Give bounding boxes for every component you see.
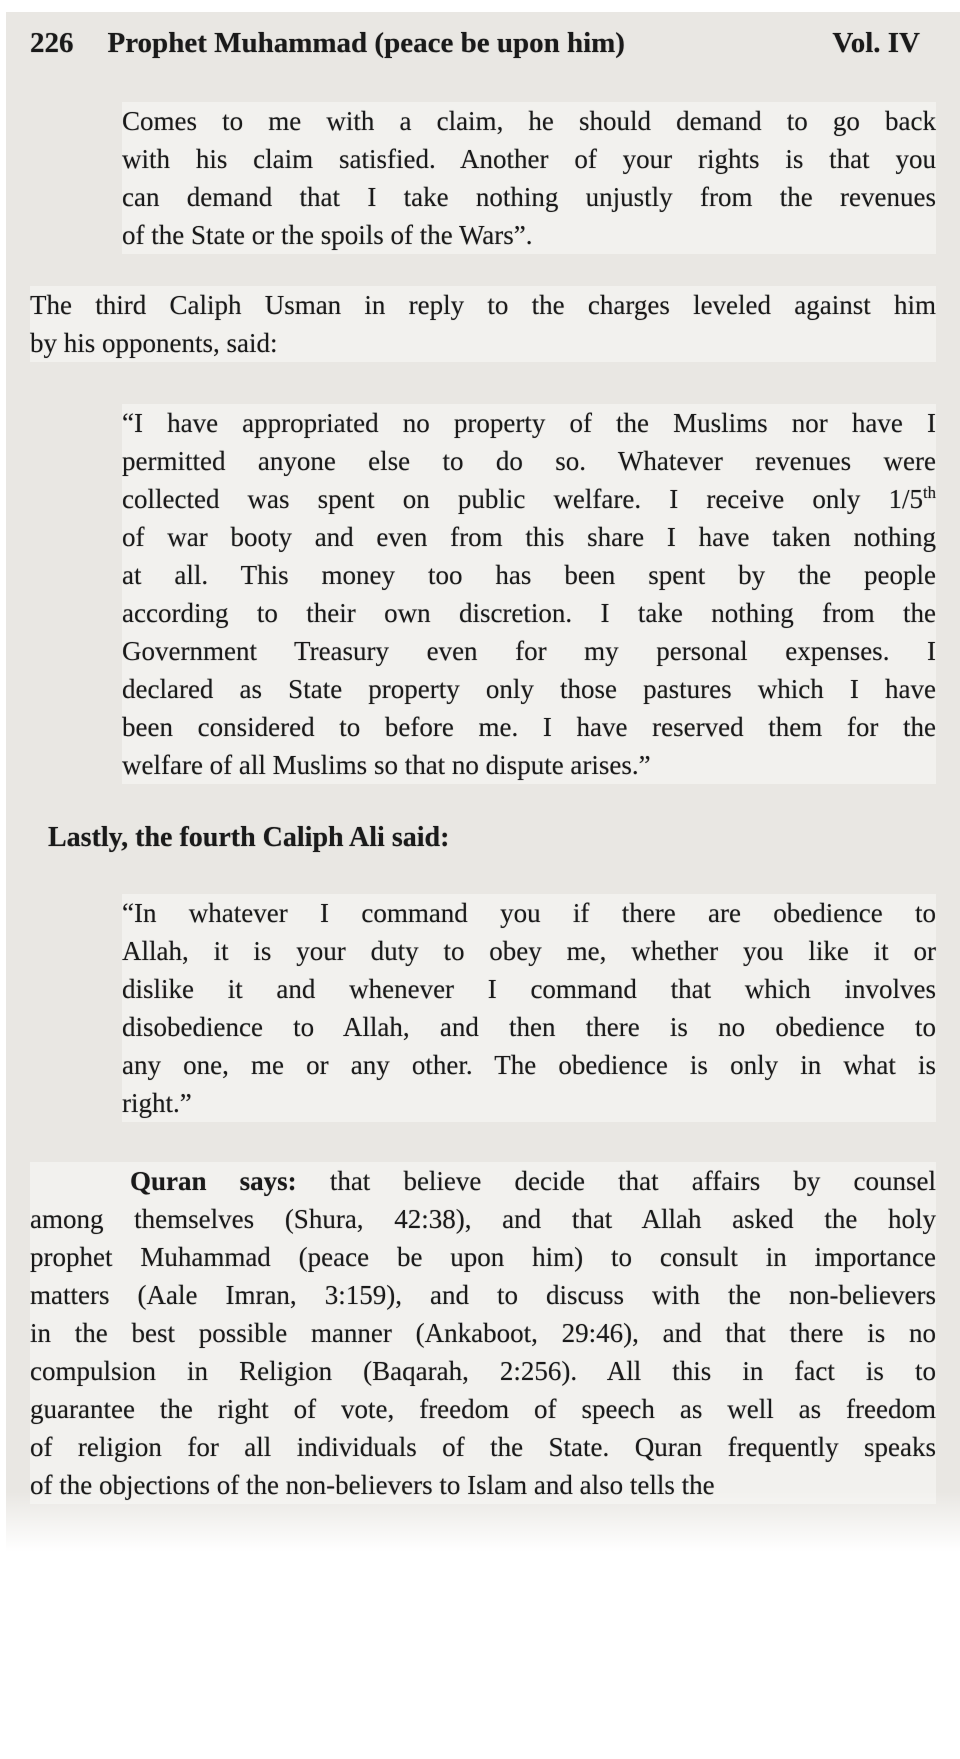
text-line: of the State or the spoils of the Wars”.	[122, 216, 936, 254]
text-line: of religion for all individuals of the State. Quran frequently speaks	[30, 1428, 936, 1466]
text-line: of war booty and even from this share I have taken nothing	[122, 518, 936, 556]
text-line: Allah, it is your duty to obey me, whether you like it or	[122, 932, 936, 970]
text-line: guarantee the right of vote, freedom of speech as well as freedom	[30, 1390, 936, 1428]
section-heading-ali: Lastly, the fourth Caliph Ali said:	[48, 822, 450, 853]
text-line: right.”	[122, 1084, 936, 1122]
paragraph-quran-says	[30, 1162, 936, 1504]
text-line: according to their own discretion. I take nothing from the	[122, 594, 936, 632]
text-line: “In whatever I command you if there are obedience to	[122, 894, 936, 932]
text-line: can demand that I take nothing unjustly from the revenues	[122, 178, 936, 216]
text-line: welfare of all Muslims so that no dispute arises.”	[122, 746, 936, 784]
text-line: with his claim satisfied. Another of your rights is that you	[122, 140, 936, 178]
text-line: permitted anyone else to do so. Whatever revenues were	[122, 442, 936, 480]
text-line: Comes to me with a claim, he should demand to go back	[122, 102, 936, 140]
volume-label: Vol. IV	[832, 27, 920, 59]
text-line: prophet Muhammad (peace be upon him) to consult in importance	[30, 1238, 936, 1276]
text-line: “I have appropriated no property of the Muslims nor have I	[122, 404, 936, 442]
quote-paragraph-umar	[122, 102, 936, 254]
quote-paragraph-usman	[122, 404, 936, 784]
text-line: declared as State property only those pastures which I have	[122, 670, 936, 708]
text-line: disobedience to Allah, and then there is no obedience to	[122, 1008, 936, 1046]
text-line: among themselves (Shura, 42:38), and that Allah asked the holy	[30, 1200, 936, 1238]
text-line: dislike it and whenever I command that which involves	[122, 970, 936, 1008]
book-title: Prophet Muhammad (peace be upon him)	[107, 27, 625, 59]
scanned-book-page	[6, 12, 960, 1552]
text-line: by his opponents, said:	[30, 324, 936, 362]
paragraph-usman-intro	[30, 286, 936, 362]
text-line: at all. This money too has been spent by the people	[122, 556, 936, 594]
text-line: collected was spent on public welfare. I receive only 1/5th	[122, 480, 936, 518]
text-line: matters (Aale Imran, 3:159), and to discuss with the non-believers	[30, 1276, 936, 1314]
quote-paragraph-ali	[122, 894, 936, 1122]
text-line: The third Caliph Usman in reply to the charges leveled against him	[30, 286, 936, 324]
text-line: Quran says: that believe decide that affairs by counsel	[30, 1162, 936, 1200]
text-line: been considered to before me. I have reserved them for the	[122, 708, 936, 746]
page-header	[30, 24, 936, 62]
text-line: in the best possible manner (Ankaboot, 29:46), and that there is no	[30, 1314, 936, 1352]
text-line: any one, me or any other. The obedience is only in what is	[122, 1046, 936, 1084]
text-line: Government Treasury even for my personal expenses. I	[122, 632, 936, 670]
page-number: 226	[30, 27, 74, 59]
text-line: compulsion in Religion (Baqarah, 2:256). All this in fact is to	[30, 1352, 936, 1390]
text-line: of the objections of the non-believers to Islam and also tells the	[30, 1466, 936, 1504]
